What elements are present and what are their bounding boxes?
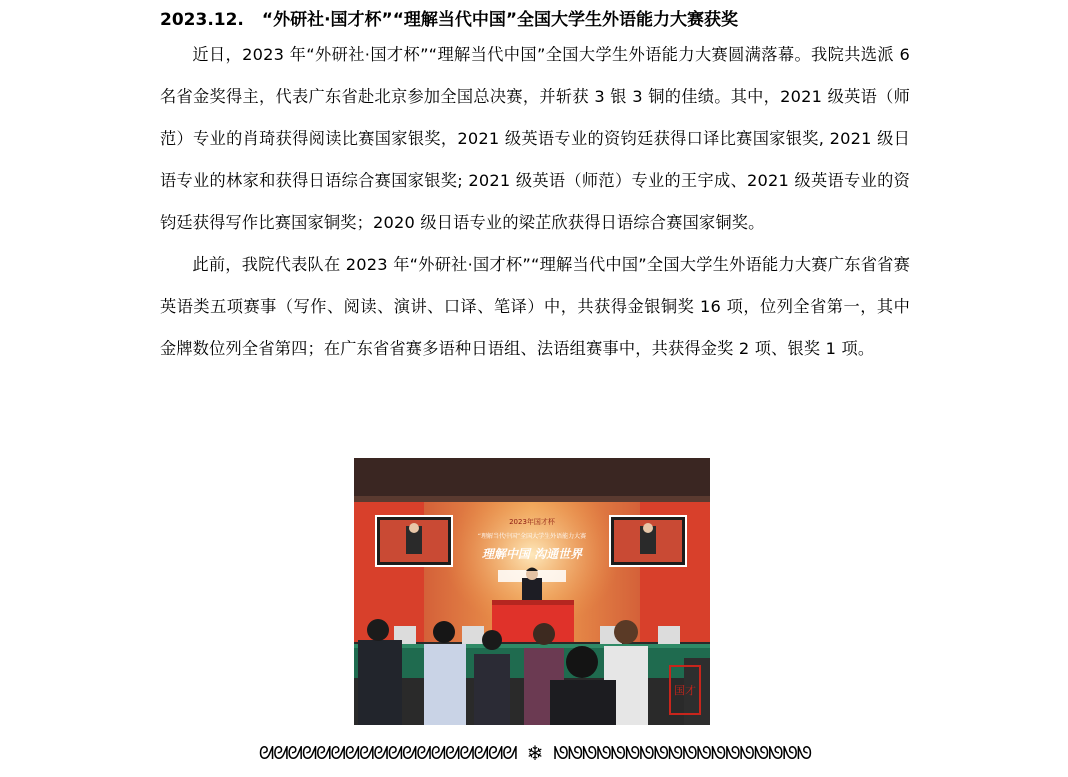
article-title: “外研社·国才杯”“理解当代中国”全国大学生外语能力大赛获奖 [261, 10, 739, 30]
competition-photo [354, 458, 710, 725]
divider-right-ornament: ᘚᘚᘚᘚᘚᘚᘚᘚᘚᘚᘚᘚᘚᘚᘚᘚᘚᘚ [553, 742, 812, 764]
competition-photo-illustration [354, 458, 710, 725]
seal-stamp-text: 国才 [674, 684, 696, 697]
snowflake-icon: ❄ [526, 741, 544, 765]
paragraph-1: 近日，2023 年“外研社·国才杯”“理解当代中国”全国大学生外语能力大赛圆满落幕。我院共选派 6 名省金奖得主，代表广东省赴北京参加全国总决赛，并斩获 3 银 3 铜的佳绩。其中，2021 级英语（师范）专业的肖琦获得阅读比赛国家银奖，2021 级英语专业的资钧廷获得口译比赛国家银奖, 2021 级日语专业的林家和获得日语综合赛国家银奖; 2021 级英语（师范）专业的王宇成、2021 级英语专业的资钧廷获得写作比赛国家铜奖；2020 级日语专业的梁芷欣获得日语综合赛国家铜奖。 [160, 45, 910, 232]
backdrop-line-3: 理解中国 沟通世界 [481, 547, 583, 561]
article-heading [160, 0, 910, 34]
article [160, 0, 910, 370]
divider-left-ornament: ᘛᘛᘛᘛᘛᘛᘛᘛᘛᘛᘛᘛᘛᘛᘛᘛᘛᘛ [258, 742, 517, 764]
backdrop-line-1: 2023年国才杯 [509, 518, 555, 526]
backdrop-line-2: “理解当代中国”全国大学生外语能力大赛 [477, 533, 587, 540]
article-date: 2023.12. [160, 10, 244, 30]
paragraph-2: 此前，我院代表队在 2023 年“外研社·国才杯”“理解当代中国”全国大学生外语能力大赛广东省省赛英语类五项赛事（写作、阅读、演讲、口译、笔译）中，共获得金银铜奖 16 项，位列全省第一，其中金牌数位列全省第四；在广东省省赛多语种日语组、法语组赛事中，共获得金奖 2 项、银奖 1 项。 [160, 255, 910, 358]
decorative-divider [160, 740, 910, 766]
